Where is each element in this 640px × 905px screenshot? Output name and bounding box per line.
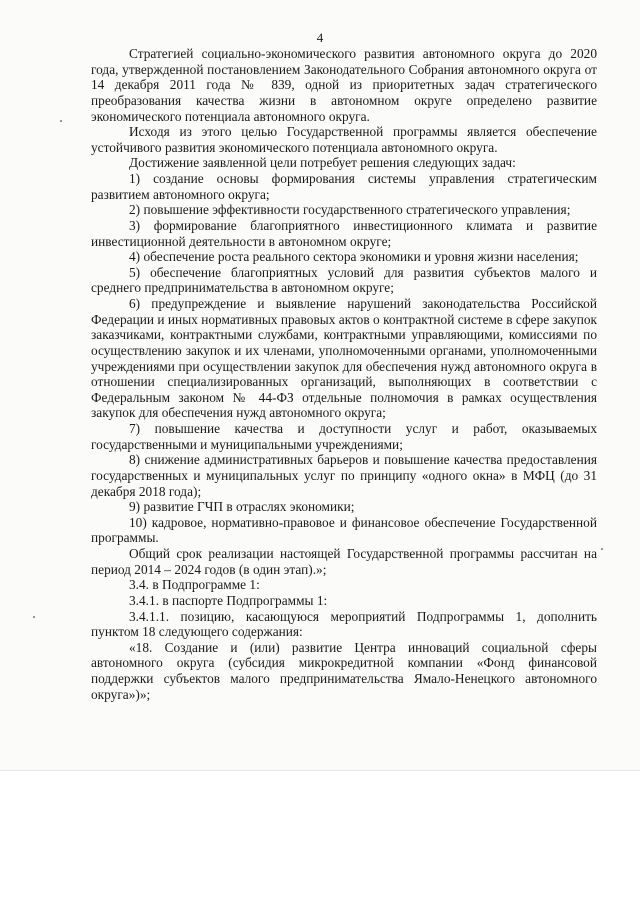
page-number: 4: [316, 30, 324, 45]
task-item-10: 10) кадровое, нормативно-правовое и финансовое обеспечение Государственной программы.: [91, 514, 597, 546]
paragraph-tasks-intro: Достижение заявленной цели потребует решения следующих задач:: [129, 155, 516, 171]
task-item-3: 3) формирование благоприятного инвестиционного климата и развитие инвестиционной деятельности в автономном округе;: [91, 217, 597, 249]
document-body: [91, 46, 597, 702]
paragraph-term: Общий срок реализации настоящей Государственной программы рассчитан на период 2014 – 2024 годов (в один этап).»;: [91, 546, 597, 577]
task-item-2: 2) повышение эффективности государственного стратегического управления;: [129, 202, 571, 218]
task-item-1: 1) создание основы формирования системы управления стратегическим развитием автономного округа;: [91, 171, 597, 202]
clause-item-18: «18. Создание и (или) развитие Центра инноваций социальной сферы автономного округа (субсидия микрокредитной компании «Фонд финансовой поддержки субъектов малого предпринимательства Ямало-Ненецкого автономного округа»)»;: [91, 639, 597, 702]
task-item-8: 8) снижение административных барьеров и повышение качества предоставления государственных и муниципальных услуг по принципу «одного окна» в МФЦ (до 31 декабря 2018 года);: [91, 452, 597, 499]
paragraph-strategy: Стратегией социально-экономического развития автономного округа до 2020 года, утвержденной постановлением Законодательного Собрания автономного округа от 14 декабря 2011 года № 839, одной из приоритетных задач стратегического преобразования качества жизни в автономном округе определено развитие экономического потенциала автономного округа.: [91, 46, 597, 124]
blank-margin: [0, 771, 640, 905]
clause-3-4: 3.4. в Подпрограмме 1:: [129, 577, 260, 593]
task-item-5: 5) обеспечение благоприятных условий для развития субъектов малого и среднего предпринимательства в автономном округе;: [91, 264, 597, 296]
paragraph-goal: Исходя из этого целью Государственной программы является обеспечение устойчивого развития экономического потенциала автономного округа.: [91, 124, 597, 155]
task-item-7: 7) повышение качества и доступности услуг и работ, оказываемых государственными и муниципальными учреждениями;: [91, 421, 597, 452]
scan-speck: [601, 548, 603, 550]
clause-3-4-1-1: 3.4.1.1. позицию, касающуюся мероприятий Подпрограммы 1, дополнить пунктом 18 следующего содержания:: [91, 608, 597, 640]
task-item-9: 9) развитие ГЧП в отраслях экономики;: [129, 499, 355, 515]
scan-speck: [60, 120, 62, 122]
scan-speck: [33, 616, 35, 618]
task-item-4: 4) обеспечение роста реального сектора экономики и уровня жизни населения;: [129, 249, 579, 265]
task-item-6: 6) предупреждение и выявление нарушений законодательства Российской Федерации и иных нормативных правовых актов о контрактной системе в сфере закупок заказчиками, контрактными службами, контрактными управляющими, комиссиями по осуществлению закупок и их членами, уполномоченными органами, уполномоченными учреждениями при осуществлении закупок для обеспечения нужд автономного округа в отношении специализированных организаций, выполняющих в соответствии с Федеральным законом № 44-ФЗ отдельные полномочия в рамках осуществления закупок для обеспечения нужд автономного округа;: [91, 296, 597, 421]
clause-3-4-1: 3.4.1. в паспорте Подпрограммы 1:: [129, 592, 328, 608]
